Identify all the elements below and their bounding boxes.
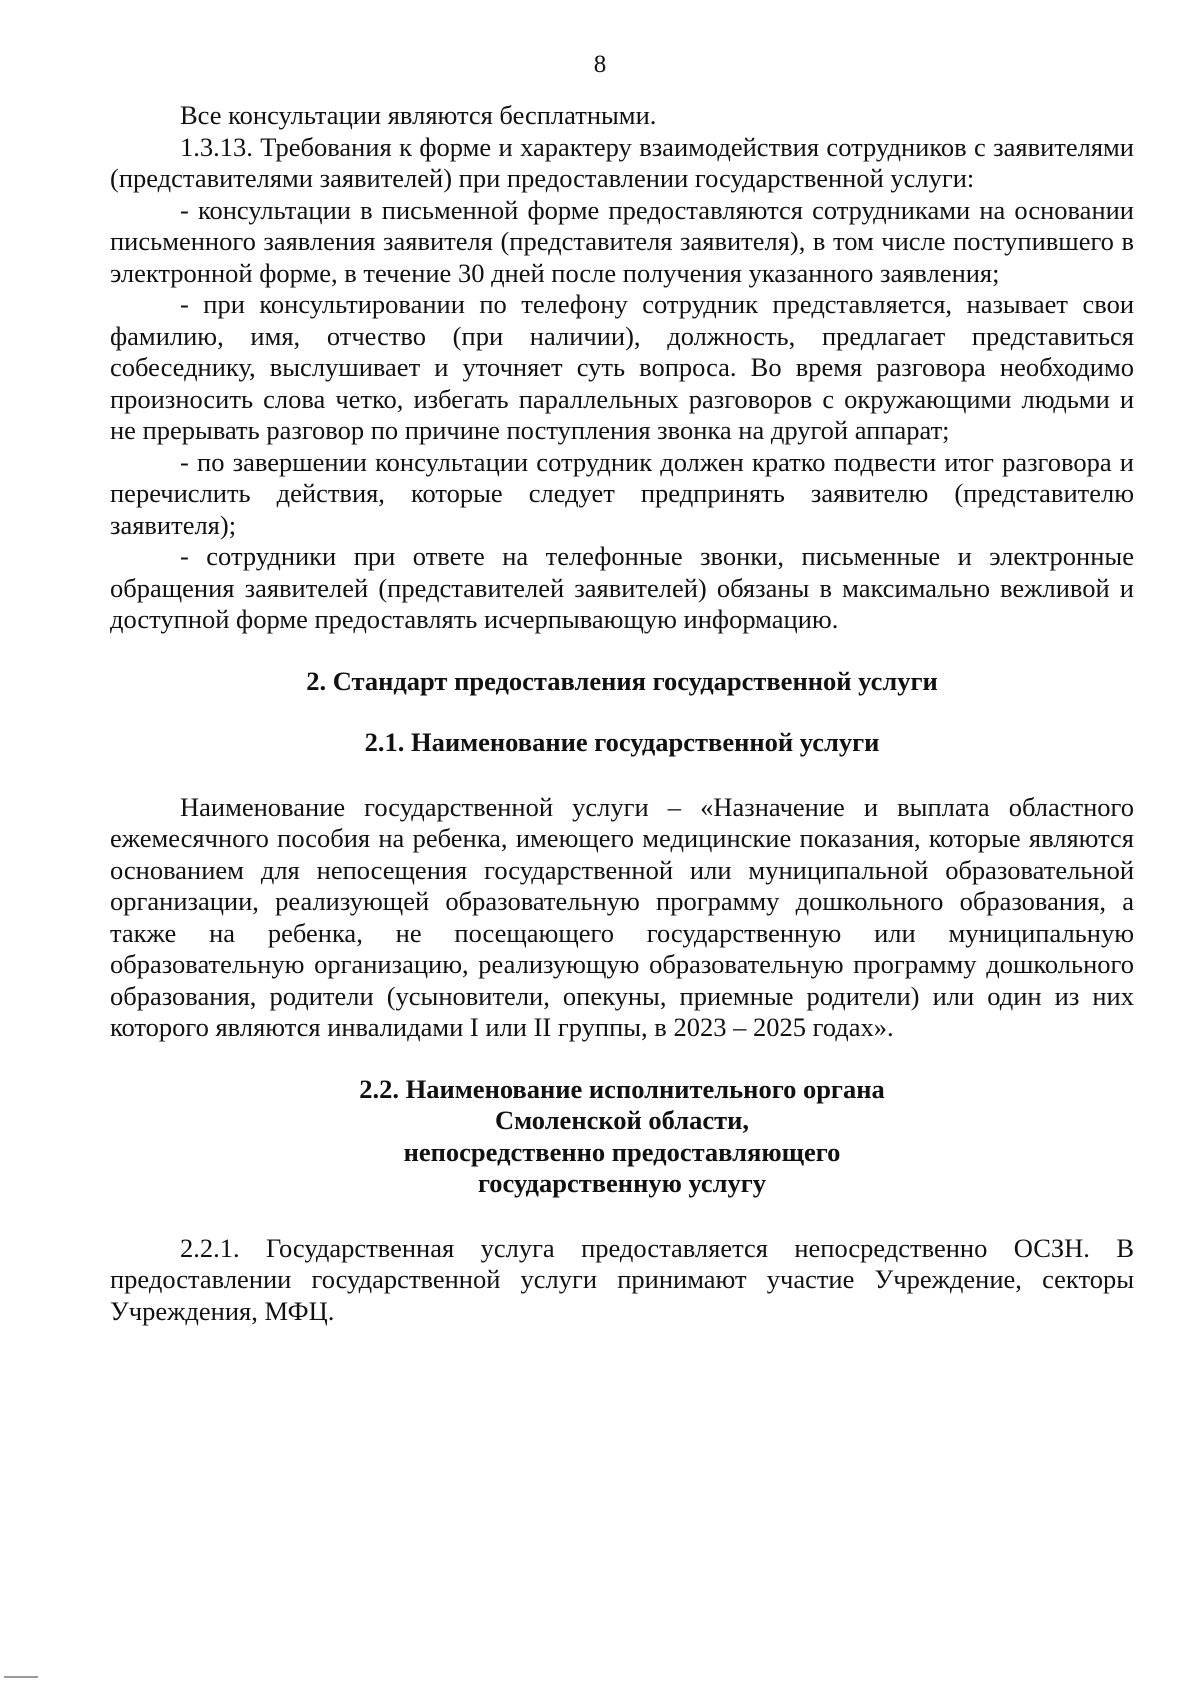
- paragraph-free-consultations: Все консультации являются бесплатными.: [180, 100, 657, 130]
- section-2-2-heading-line: 2.2. Наименование исполнительного органа: [359, 1073, 885, 1104]
- spacer: [110, 697, 1134, 727]
- list-item-phone-consultations: - при консультировании по телефону сотрудник представляется, называет свои фамилию, имя, отчество (при наличии), должность, предлагает представиться собеседнику, выслушивает и уточняет суть вопроса. Во время разговора необходимо произносить слова четко, избегать параллельных разговоров с окружающими людьми и не прерывать разговор по причине поступления звонка на другой аппарат;: [110, 289, 1134, 445]
- section-2-2-heading: [110, 1074, 1134, 1200]
- document-body: [110, 100, 1134, 1327]
- list-item-written-consultations: - консультации в письменной форме предоставляются сотрудниками на основании письменного заявления заявителя (представителя заявителя), в том числе поступившего в электронной форме, в течение 30 дней после получения указанного заявления;: [110, 194, 1134, 288]
- spacer: [110, 1200, 1134, 1233]
- paragraph-2-2-1: 2.2.1. Государственная услуга предоставляется непосредственно ОСЗН. В предоставлении государственной услуги принимают участие Учреждение, секторы Учреждения, МФЦ.: [110, 1232, 1134, 1326]
- page-number: 8: [593, 51, 607, 78]
- scan-mark-line: [4, 1676, 38, 1678]
- paragraph-service-name: Наименование государственной услуги – «Назначение и выплата областного ежемесячного пособия на ребенка, имеющего медицинские показания, которые являются основанием для непосещения государственной или муниципальной образовательной организации, реализующей образовательную программу дошкольного образования, а также на ребенка, не посещающего государственную или муниципальную образовательную организацию, реализующую образовательную программу дошкольного образования, родители (усыновители, опекуны, приемные родители) или один из них которого являются инвалидами I или II группы, в 2023 – 2025 годах».: [110, 791, 1134, 1042]
- list-item-polite-response: - сотрудники при ответе на телефонные звонки, письменные и электронные обращения заявителей (представителей заявителей) обязаны в максимально вежливой и доступной форме предоставлять исчерпывающую информацию.: [110, 541, 1134, 634]
- section-2-heading: 2. Стандарт предоставления государственной услуги: [306, 665, 938, 696]
- list-item-consultation-summary: - по завершении консультации сотрудник должен кратко подвести итог разговора и перечислить действия, которые следует предпринять заявителю (представителю заявителя);: [110, 446, 1134, 540]
- spacer: [110, 759, 1134, 792]
- paragraph-requirements-1-3-13: 1.3.13. Требования к форме и характеру взаимодействия сотрудников с заявителями (представителями заявителей) при предоставлении государственной услуги:: [110, 131, 1134, 193]
- section-2-1-heading: 2.1. Наименование государственной услуги: [364, 727, 880, 757]
- section-2-2-heading-line: государственную услугу: [477, 1168, 767, 1198]
- section-2-2-heading-line: Смоленской области,: [494, 1105, 750, 1135]
- section-2-2-heading-line: непосредственно предоставляющего: [403, 1136, 841, 1167]
- spacer: [110, 636, 1134, 666]
- spacer: [110, 1044, 1134, 1074]
